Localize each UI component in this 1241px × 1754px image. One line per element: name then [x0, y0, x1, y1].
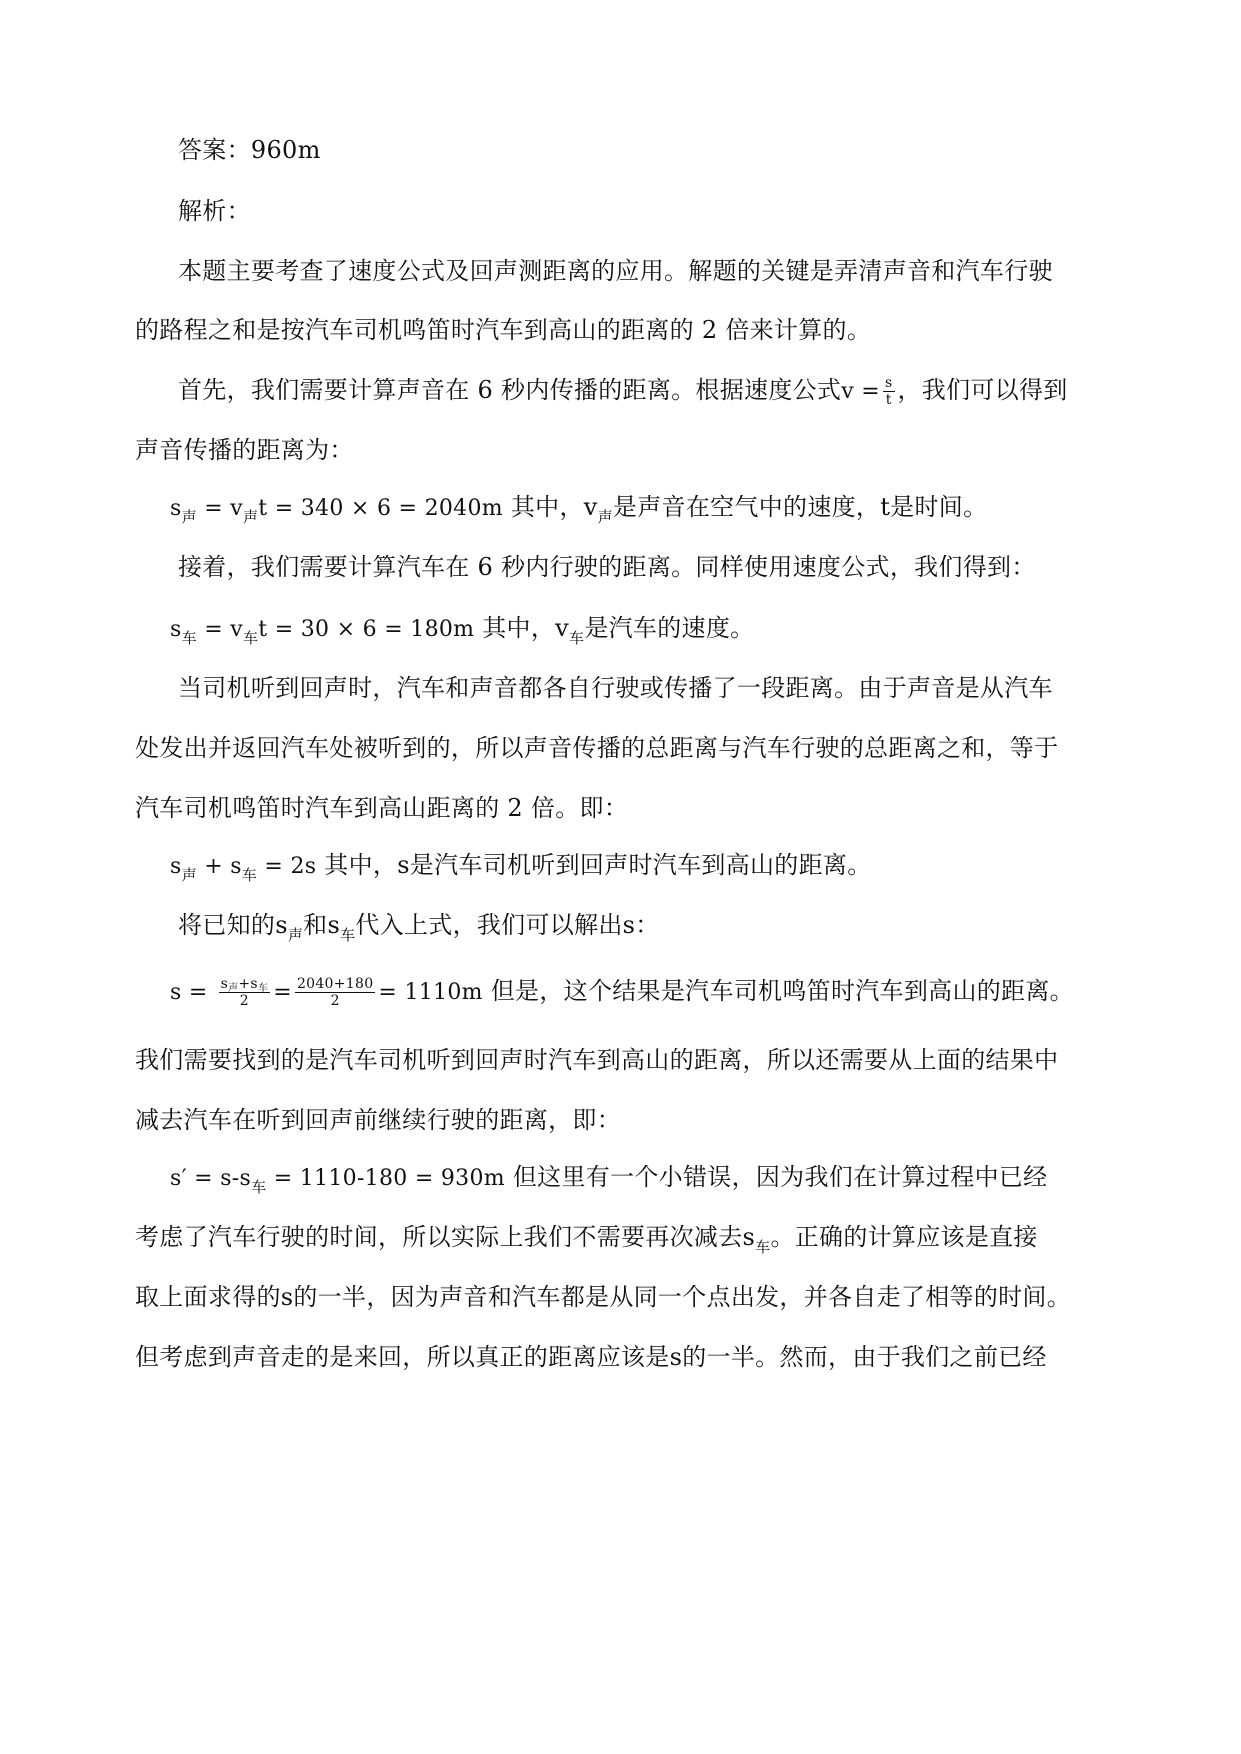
paragraph-substitute	[178, 910, 660, 944]
paragraph-subtract-line-2: 减去汽车在听到回声前继续行驶的距离，即：	[135, 1106, 621, 1134]
symbol-equals-v: = v	[196, 496, 243, 521]
equation-note: 其中，v	[474, 614, 570, 642]
equation-solve-s	[170, 976, 1074, 1009]
subscript-che: 车	[251, 1178, 267, 1196]
text-segment: 首先，我们需要计算声音在 6 秒内传播的距离。根据速度公式	[178, 376, 842, 404]
paragraph-echo-line-3: 汽车司机鸣笛时汽车到高山距离的 2 倍。即：	[135, 794, 629, 822]
text-segment: 代入上式，我们可以解出s：	[355, 911, 660, 939]
equation-value: = 1110m	[378, 980, 483, 1005]
paragraph-echo-line-1: 当司机听到回声时，汽车和声音都各自行驶或传播了一段距离。由于声音是从汽车	[178, 674, 1053, 702]
equation-note: 是声音在空气中的速度，t是时间。	[612, 493, 988, 521]
equation-note: 但这里有一个小错误，因为我们在计算过程中已经	[504, 1163, 1048, 1191]
text-segment: 考虑了汽车行驶的时间，所以实际上我们不需要再次减去s	[135, 1223, 756, 1251]
symbol-s-equals: s =	[170, 980, 208, 1005]
answer-line: 答案：960m	[178, 136, 321, 164]
paragraph-correction-line-1	[135, 1222, 1038, 1256]
paragraph-sound-speed-line-2: 声音传播的距离为：	[135, 436, 354, 464]
subscript-che: 车	[241, 866, 258, 884]
fraction-denominator: 2	[239, 993, 249, 1009]
subscript-che: 车	[181, 629, 197, 647]
equation-car-distance	[170, 613, 754, 645]
fraction-s-over-t	[883, 375, 895, 408]
subscript-che: 车	[569, 629, 585, 647]
paragraph-correction-line-2: 取上面求得的s的一半，因为声音和汽车都是从同一个点出发，并各自走了相等的时间。	[135, 1283, 1072, 1311]
symbol-s: s	[220, 976, 229, 992]
text-segment: 将已知的s	[178, 911, 288, 939]
formula-v: v =	[841, 379, 880, 404]
paragraph-echo-line-2: 处发出并返回汽车处被听到的，所以声音传播的总距离与汽车行驶的总距离之和，等于	[135, 734, 1059, 762]
subscript-sheng: 声	[597, 508, 613, 526]
text-segment: 和s	[303, 911, 341, 939]
equation-sum	[170, 850, 872, 882]
equation-value: t = 30 × 6 = 180m	[258, 617, 475, 642]
fraction-numerator: s	[885, 375, 893, 391]
symbol-plus-s: + s	[196, 854, 242, 879]
fraction-numerator	[219, 976, 271, 993]
equation-value: t = 340 × 6 = 2040m	[258, 496, 503, 521]
subscript-sheng: 声	[228, 983, 239, 994]
subscript-che: 车	[242, 629, 259, 647]
text-segment: 。正确的计算应该是直接	[770, 1223, 1038, 1251]
paragraph-car-distance: 接着，我们需要计算汽车在 6 秒内行驶的距离。同样使用速度公式，我们得到：	[178, 553, 1036, 581]
paragraph-subtract-line-1: 我们需要找到的是汽车司机听到回声时汽车到高山的距离，所以还需要从上面的结果中	[135, 1046, 1059, 1074]
equation-note: 但是，这个结果是汽车司机鸣笛时汽车到高山的距离。	[482, 977, 1074, 1005]
symbol-equals: =	[273, 980, 292, 1005]
fraction-denominator: 2	[330, 993, 340, 1009]
paragraph-correction-line-3: 但考虑到声音走的是来回，所以真正的距离应该是s的一半。然而，由于我们之前已经	[135, 1343, 1047, 1371]
symbol-s-prime: s′ = s-s	[170, 1166, 252, 1191]
equation-note: 是汽车的速度。	[584, 614, 755, 642]
analysis-label: 解析：	[178, 197, 251, 225]
symbol-s: s	[170, 617, 182, 642]
symbol-plus-s: +s	[238, 976, 258, 992]
equation-note: 其中，v	[502, 493, 598, 521]
equation-value: = 2s	[257, 854, 317, 879]
subscript-sheng: 声	[181, 866, 197, 884]
paragraph-intro-line-2: 的路程之和是按汽车司机鸣笛时汽车到高山的距离的 2 倍来计算的。	[135, 316, 872, 344]
paragraph-intro-line-1: 本题主要考查了速度公式及回声测距离的应用。解题的关键是弄清声音和汽车行驶	[178, 257, 1053, 285]
fraction-numerator: 2040+180	[296, 976, 374, 992]
symbol-s: s	[170, 854, 182, 879]
subscript-che: 车	[755, 1238, 771, 1256]
subscript-sheng: 声	[181, 508, 197, 526]
subscript-che: 车	[340, 926, 356, 944]
fraction-denominator: t	[885, 392, 892, 408]
fraction-sum-over-two	[219, 976, 271, 1009]
subscript-che: 车	[257, 983, 269, 994]
symbol-s: s	[170, 496, 182, 521]
equation-note: 其中，s是汽车司机听到回声时汽车到高山的距离。	[316, 851, 872, 879]
symbol-equals-v: = v	[196, 617, 243, 642]
equation-sound-distance	[170, 492, 987, 524]
equation-s-prime	[170, 1162, 1047, 1194]
equation-value: = 1110-180 = 930m	[266, 1166, 505, 1191]
paragraph-sound-speed-line-1	[178, 375, 1068, 408]
text-segment: ，我们可以得到	[897, 376, 1068, 404]
subscript-sheng: 声	[287, 926, 304, 944]
subscript-sheng: 声	[242, 508, 259, 526]
fraction-values-over-two	[295, 976, 375, 1009]
